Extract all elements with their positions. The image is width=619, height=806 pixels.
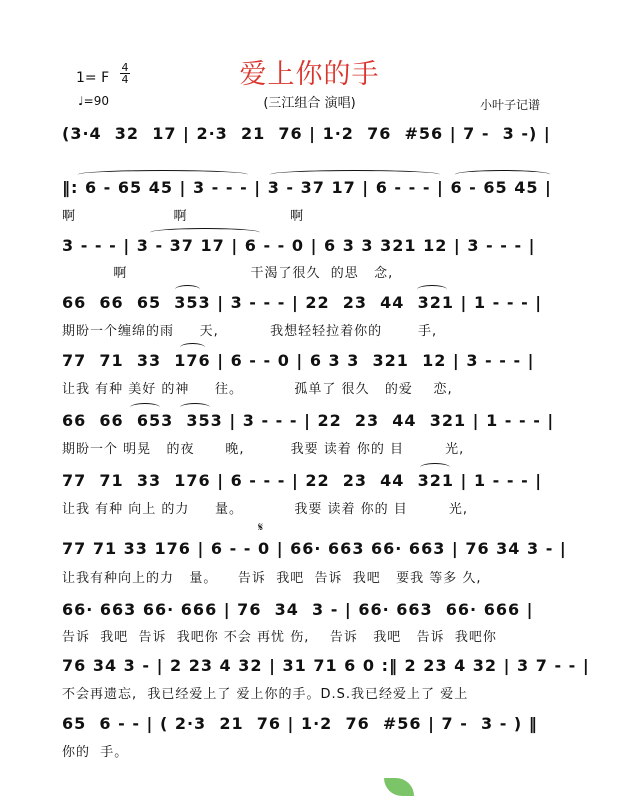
slur-line xyxy=(175,285,200,294)
score-row-7-lyrics: 让我 有种 向上 的力 量。 我要 读着 你的 目 光, xyxy=(62,502,468,517)
scribe-credit: 小叶子记谱 xyxy=(480,98,541,112)
slur-line xyxy=(130,403,160,412)
score-row-5-lyrics: 让我 有种 美好 的神 往。 孤单了 很久 的爱 恋, xyxy=(62,382,453,397)
time-signature-top: 4 xyxy=(121,61,129,74)
score-row-2-lyrics: 啊 啊 啊 xyxy=(62,209,305,224)
slur-line xyxy=(180,343,205,352)
score-row-5-notes: 77 71 33 176 | 6 - - 0 | 6 3 3 321 12 | 3 - - - | xyxy=(62,351,535,370)
time-signature-bottom: 4 xyxy=(121,73,129,86)
score-row-11-notes: 65 6 - - | ( 2·3 21 76 | 1·2 76 #56 | 7 - 3 - ) ‖ xyxy=(62,714,538,733)
slur-line xyxy=(420,463,450,472)
score-row-3-notes: 3 - - - | 3 - 37 17 | 6 - - 0 | 6 3 3 321 12 | 3 - - - | xyxy=(62,236,536,255)
score-row-6-lyrics: 期盼一个 明晃 的夜 晚, 我要 读着 你的 目 光, xyxy=(62,442,465,457)
score-row-1-notes: (3·4 32 17 | 2·3 21 76 | 1·2 76 #56 | 7 - 3 -) | xyxy=(62,124,551,143)
slur-line xyxy=(270,170,440,179)
slur-line xyxy=(417,285,447,294)
score-row-8-notes: 77 71 33 176 | 6 - - 0 | 66· 663 66· 663 | 76 34 3 - | xyxy=(62,539,567,558)
score-row-4-notes: 66 66 65 353 | 3 - - - | 22 23 44 321 | 1 - - - | xyxy=(62,293,543,312)
score-row-10-lyrics: 不会再遗忘, 我已经爱上了 爱上你的手。D.S.我已经爱上了 爱上 xyxy=(62,687,469,702)
score-row-3-lyrics: 啊 干渴了很久 的思 念, xyxy=(62,266,394,281)
score-row-9-lyrics: 告诉 我吧 告诉 我吧你 不会 再忧 伤, 告诉 我吧 告诉 我吧你 xyxy=(62,630,497,645)
slur-line xyxy=(150,228,260,237)
performer-subtitle: (三江组合 演唱) xyxy=(263,96,356,111)
score-row-9-notes: 66· 663 66· 666 | 76 34 3 - | 66· 663 66· 666 | xyxy=(62,600,534,619)
tempo-marking: ♩=90 xyxy=(78,94,109,108)
score-row-4-lyrics: 期盼一个缠绵的雨 天, 我想轻轻拉着你的 手, xyxy=(62,324,438,339)
song-title: 爱上你的手 xyxy=(239,59,380,90)
key-signature: 1= F xyxy=(76,70,110,86)
score-row-7-notes: 77 71 33 176 | 6 - - - | 22 23 44 321 | 1 - - - | xyxy=(62,471,543,490)
segno-icon: 𝄋 xyxy=(258,520,264,534)
slur-line xyxy=(180,403,210,412)
slur-line xyxy=(78,170,248,179)
score-row-10-notes: 76 34 3 - | 2 23 4 32 | 31 71 6 0 :‖ 2 23 4 32 | 3 7 - - | xyxy=(62,656,590,675)
score-row-8-lyrics: 让我有种向上的力 量。 告诉 我吧 告诉 我吧 要我 等多 久, xyxy=(62,571,482,586)
score-row-6-notes: 66 66 653 353 | 3 - - - | 22 23 44 321 | 1 - - - | xyxy=(62,411,555,430)
leaf-logo xyxy=(384,778,414,796)
score-row-2-notes: ‖: 6 - 65 45 | 3 - - - | 3 - 37 17 | 6 - - - | 6 - 65 45 | xyxy=(62,178,552,197)
slur-line xyxy=(455,170,550,179)
score-row-11-lyrics: 你的 手。 xyxy=(62,745,129,760)
